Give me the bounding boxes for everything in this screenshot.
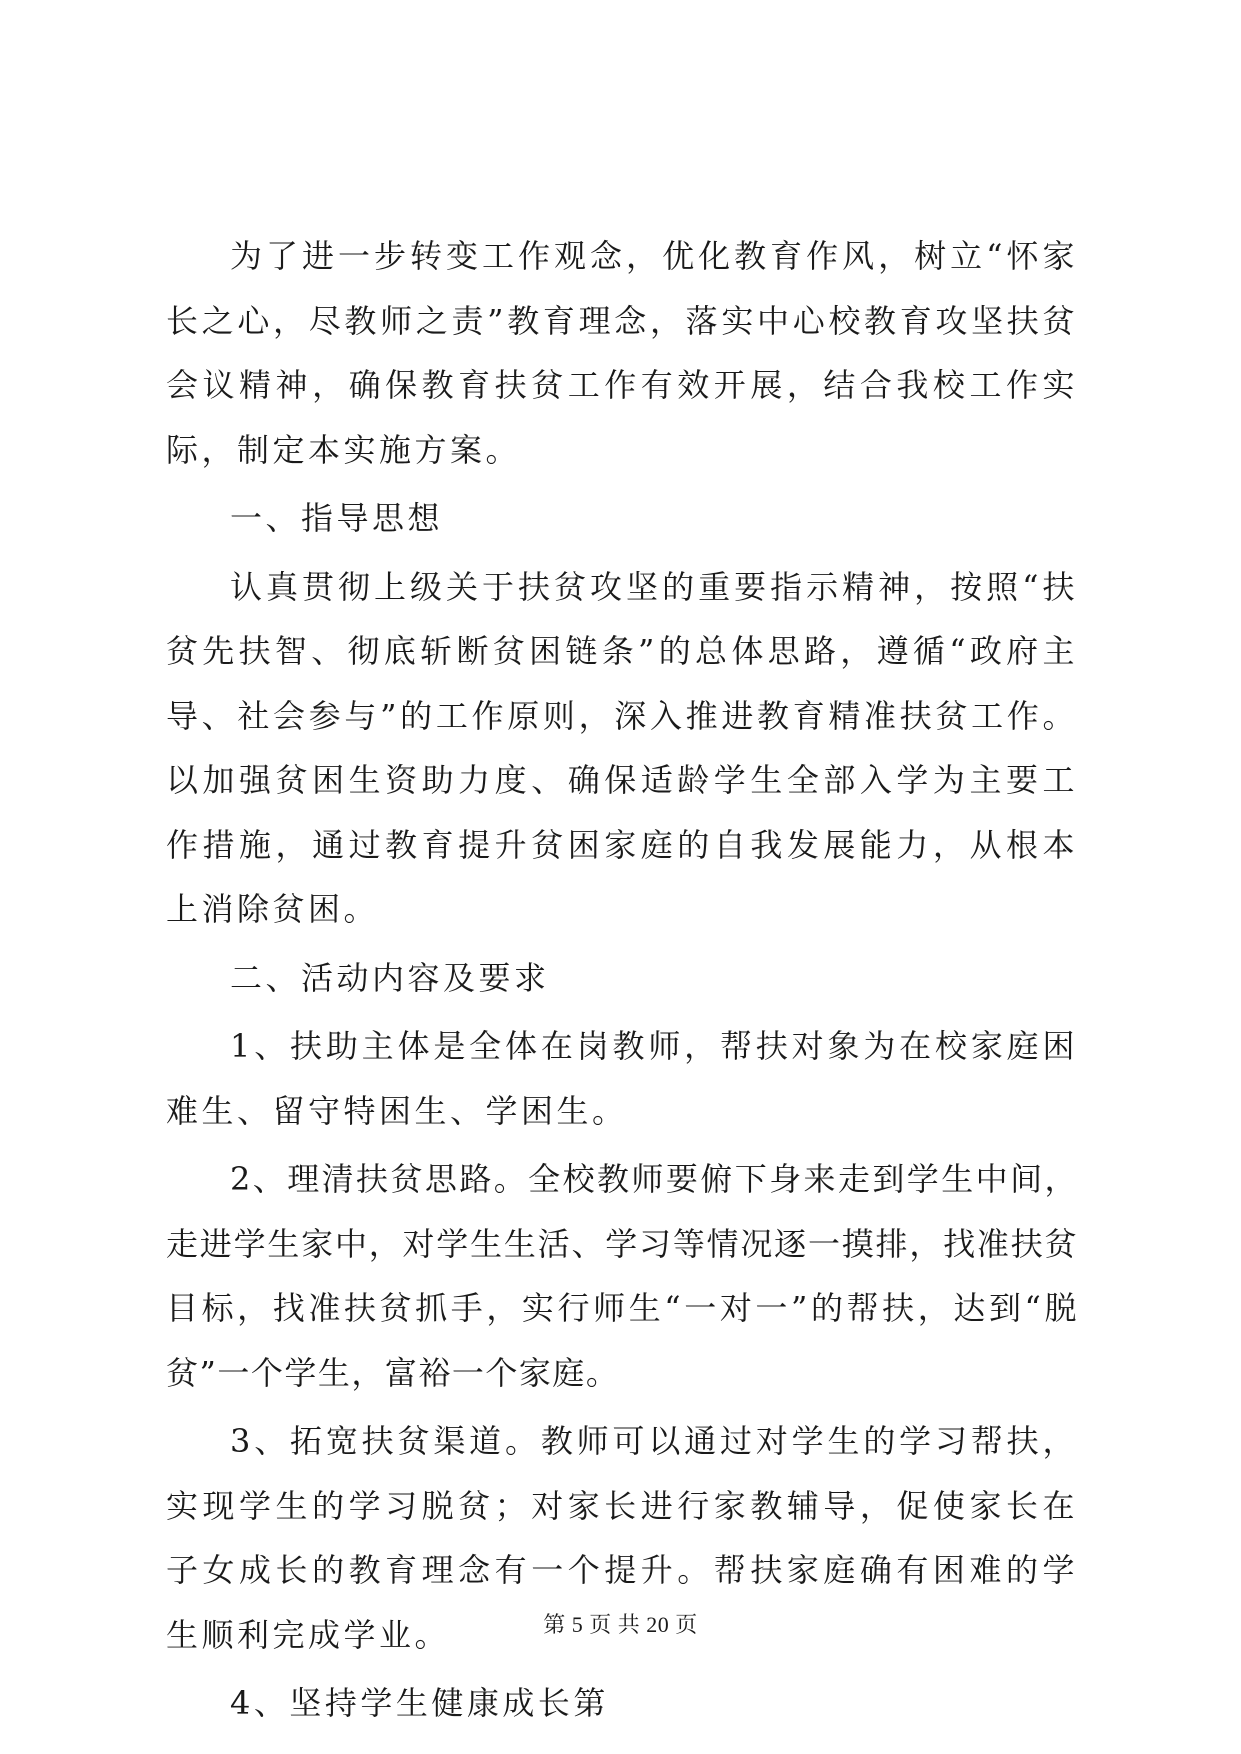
section-heading-guiding-ideology: 一、指导思想 [230,499,444,537]
page-number-footer: 第 5 页 共 20 页 [543,1612,698,1637]
section-heading-activity-content: 二、活动内容及要求 [230,958,550,997]
paragraph-guiding-ideology: 认真贯彻上级关于扶贫攻坚的重要指示精神，按照“扶贫先扶智、彻底斩断贫困链条”的总体思路，遵循“政府主导、社会参与”的工作原则，深入推进教育精准扶贫工作。以加强贫困生资助力度、确保适龄学生全部入学为主要工作措施，通过教育提升贫困家庭的自我发展能力，从根本上消除贫困。 [166,567,1078,928]
paragraph-item-1: 1、扶助主体是全体在岗教师，帮扶对象为在校家庭困难生、留守特困生、学困生。 [166,1027,1078,1130]
paragraph-item-4: 4、坚持学生健康成长第 [230,1684,609,1722]
paragraph-item-2: 2、理清扶贫思路。全校教师要俯下身来走到学生中间，走进学生家中，对学生生活、学习等情况逐一摸排，找准扶贫目标，找准扶贫抓手，实行师生“一对一”的帮扶，达到“脱贫”一个学生，富裕一个家庭。 [166,1160,1078,1392]
paragraph-intro: 为了进一步转变工作观念，优化教育作风，树立“怀家长之心，尽教师之责”教育理念，落实中心校教育攻坚扶贫会议精神，确保教育扶贫工作有效开展，结合我校工作实际，制定本实施方案。 [166,237,1078,469]
document-body [166,224,1078,1736]
paragraph-item-3: 3、拓宽扶贫渠道。教师可以通过对学生的学习帮扶，实现学生的学习脱贫；对家长进行家教辅导，促使家长在子女成长的教育理念有一个提升。帮扶家庭确有困难的学生顺利完成学业。 [166,1422,1078,1654]
